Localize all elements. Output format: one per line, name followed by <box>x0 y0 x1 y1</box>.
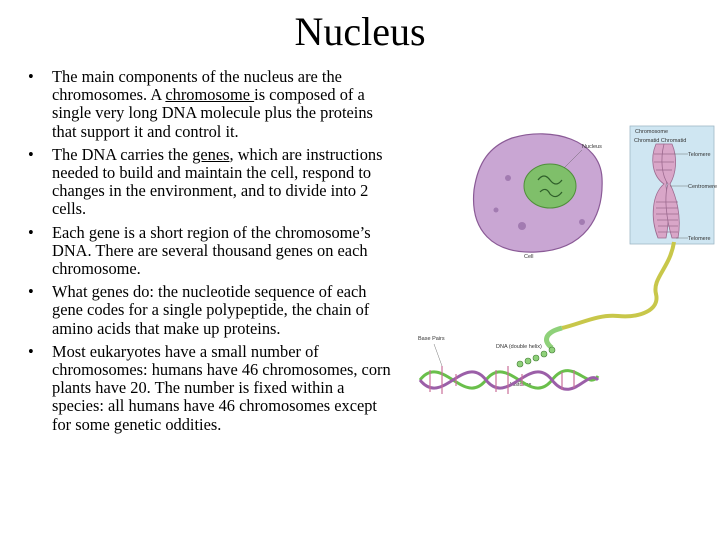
bullet-item <box>28 146 400 219</box>
chromosome-link[interactable]: chromosome <box>165 85 255 105</box>
centromere-label: Centromere <box>688 184 718 190</box>
chromatid-label: Chromatid Chromatid <box>634 138 687 144</box>
histones-label: Histones <box>510 382 532 388</box>
bullet-dot: • <box>28 282 34 302</box>
nucleus-label: Nucleus <box>582 144 602 150</box>
dna-helix <box>420 366 598 394</box>
genes-link[interactable]: genes <box>192 144 230 164</box>
bullet-dot: • <box>28 341 34 361</box>
bullet-item <box>28 283 400 338</box>
bullet-text: , which are instructions needed to build and maintain the cell, respond to changes in the environment, and to divide into 2 cells. <box>52 144 383 219</box>
bullet-dot: • <box>28 222 34 242</box>
histone-beads <box>517 347 555 367</box>
cell-label: Cell <box>524 254 534 260</box>
bullet-dot: • <box>28 67 34 86</box>
bullet-text: The main components of the nucleus are the chromosomes. A <box>52 67 342 105</box>
slide-title: Nucleus <box>294 9 426 54</box>
bullet-dot: • <box>28 144 34 164</box>
bullet-text: Each gene is a short region of the chromosome’s DNA. There are several thousand genes on each chromosome. <box>52 222 371 279</box>
telomere-bottom-label: Telomere <box>688 236 711 242</box>
bullet-text: is composed of a single very long DNA molecule plus the proteins that support it and control it. <box>52 85 373 141</box>
chromosome-label: Chromosome <box>635 129 669 135</box>
bullet-text: What genes do: the nucleotide sequence of each gene codes for a single polypeptide, the chain of amino acids that make up proteins. <box>52 282 370 338</box>
bullet-item <box>28 343 400 434</box>
dna-label: DNA (double helix) <box>496 344 542 350</box>
bullet-item <box>28 68 400 141</box>
telomere-top-label: Telomere <box>688 152 711 158</box>
bullet-text: Most eukaryotes have a small number of chromosomes: humans have 46 chromosomes, corn plants have 20. The number is fixed within a species: all humans have 46 chromosomes except for some genetic oddities. <box>52 341 391 434</box>
cell-illustration <box>474 134 603 260</box>
base-pairs-label: Base Pairs <box>418 336 445 342</box>
chromatin-fiber <box>547 242 674 348</box>
bullet-item <box>28 224 400 279</box>
chromosome-diagram <box>412 118 718 468</box>
bullet-text: The DNA carries the <box>52 144 193 164</box>
bullet-list <box>28 68 400 439</box>
